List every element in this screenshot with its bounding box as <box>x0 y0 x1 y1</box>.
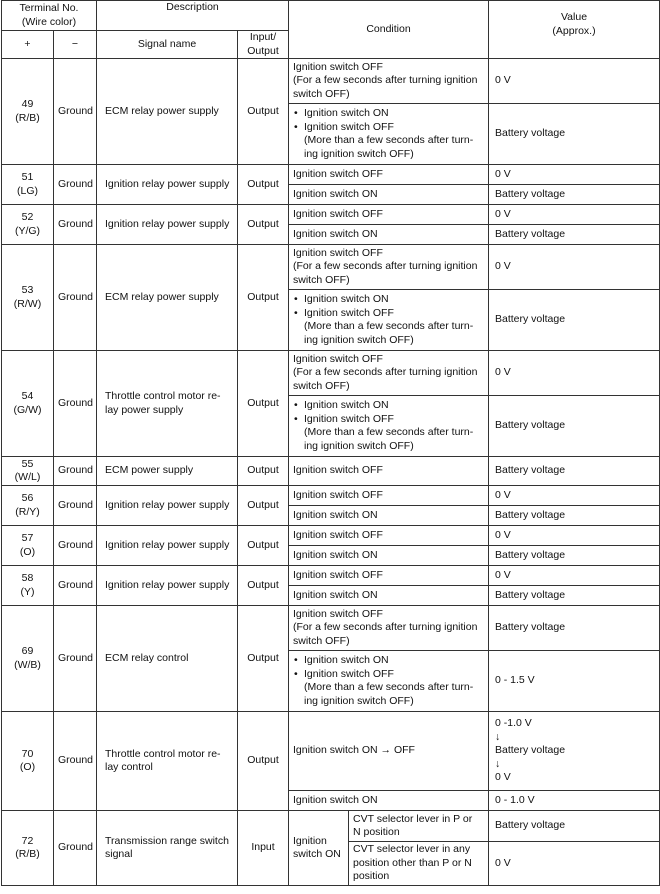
condition-cell <box>289 457 489 486</box>
wire-color: (R/Y) <box>15 505 40 518</box>
condition-line: ing ignition switch OFF) <box>304 694 414 707</box>
value-line: 0 -1.0 V <box>495 717 532 730</box>
signal-name-cell <box>97 486 238 526</box>
wire-color: (Y/G) <box>14 224 41 237</box>
terminal-cell <box>2 566 54 606</box>
signal-name-cell <box>97 245 238 351</box>
value-cell <box>489 526 660 546</box>
value-line: Battery voltage <box>495 313 566 326</box>
condition-bullet-item: • Ignition switch ON <box>293 293 484 307</box>
value-cell <box>489 290 660 351</box>
value-line: Battery voltage <box>495 227 566 240</box>
condition-note <box>293 320 484 347</box>
header-terminal-no-label: Terminal No. <box>19 2 79 14</box>
condition-cell <box>289 791 489 811</box>
terminal-number: 53 <box>21 284 34 296</box>
condition-cell <box>289 586 489 606</box>
condition-line: CVT selector lever in any <box>353 843 471 856</box>
terminal-number: 58 <box>21 572 34 584</box>
condition-cell <box>289 245 489 290</box>
condition-cell <box>289 225 489 245</box>
signal-name-line: lay power supply <box>105 403 184 416</box>
condition-bullet-item: • Ignition switch ON <box>293 107 484 121</box>
condition-line: N position <box>353 826 400 838</box>
condition-line: Ignition switch OFF <box>293 528 383 541</box>
table-body <box>2 59 660 886</box>
condition-bullet-list <box>293 654 484 681</box>
value-cell <box>489 486 660 506</box>
signal-name-cell <box>97 566 238 606</box>
header-description <box>97 1 289 31</box>
condition-line: (For a few seconds after turning ignition <box>293 621 478 634</box>
value-line: Battery voltage <box>495 464 566 477</box>
io-cell: Output <box>238 351 289 457</box>
condition-line: position other than P or N <box>353 856 472 869</box>
condition-line: Ignition switch ON <box>293 548 378 561</box>
ground-cell: Ground <box>54 811 97 886</box>
terminal-cell <box>2 606 54 712</box>
condition-cell <box>289 185 489 205</box>
header-io-line-1: Input/ <box>249 31 277 43</box>
wire-color: (R/W) <box>13 297 42 310</box>
value-cell <box>489 546 660 566</box>
value-cell <box>489 396 660 457</box>
condition-cell <box>289 104 489 165</box>
condition-line: Ignition switch ON <box>293 508 378 521</box>
header-value <box>489 1 660 59</box>
table-row <box>2 457 660 486</box>
terminal-cell <box>2 486 54 526</box>
terminal-cell <box>2 165 54 205</box>
signal-name-cell <box>97 606 238 712</box>
condition-group-line: switch ON <box>293 848 341 860</box>
io-cell: Output <box>238 245 289 351</box>
terminal-cell <box>2 245 54 351</box>
ground-cell: Ground <box>54 457 97 486</box>
condition-cell <box>289 396 489 457</box>
wire-color: (R/B) <box>15 848 40 860</box>
ground-cell: Ground <box>54 566 97 606</box>
signal-name-line: Ignition relay power supply <box>105 217 230 230</box>
io-cell: Output <box>238 712 289 811</box>
condition-line: Ignition switch ON <box>293 227 378 240</box>
condition-line: Ignition switch ON → OFF <box>293 744 415 757</box>
terminal-number: 70 <box>21 747 34 760</box>
condition-line: ing ignition switch OFF) <box>304 439 414 452</box>
value-line: Battery voltage <box>495 187 566 200</box>
condition-line: Ignition switch OFF <box>293 568 383 581</box>
header-terminal-no <box>2 1 97 31</box>
value-line: ↓ <box>495 730 501 743</box>
signal-name-line: Transmission range switch <box>105 834 229 847</box>
value-line: 0 V <box>495 488 511 501</box>
io-cell: Output <box>238 59 289 165</box>
value-line: Battery voltage <box>495 621 566 634</box>
table-row <box>2 351 660 396</box>
value-line: 0 V <box>495 260 511 273</box>
io-cell: Input <box>238 811 289 886</box>
terminal-number: 51 <box>21 171 34 183</box>
condition-bullet-item: • Ignition switch ON <box>293 654 484 668</box>
signal-name-line: ECM relay power supply <box>105 290 219 303</box>
value-line: Battery voltage <box>495 588 566 601</box>
header-value-label: Value <box>560 11 588 23</box>
condition-line: ing ignition switch OFF) <box>304 147 414 160</box>
condition-line: Ignition switch OFF <box>293 60 383 73</box>
signal-name-cell <box>97 205 238 245</box>
condition-cell <box>289 651 489 712</box>
condition-cell <box>289 59 489 104</box>
terminal-number: 54 <box>21 390 34 402</box>
signal-name-cell <box>97 526 238 566</box>
value-cell <box>489 457 660 486</box>
value-line: Battery voltage <box>495 819 566 832</box>
value-line: Battery voltage <box>495 508 566 521</box>
condition-line: (For a few seconds after turning ignition <box>293 74 478 87</box>
wire-color: (R/B) <box>15 111 40 124</box>
signal-name-cell <box>97 712 238 811</box>
value-cell <box>489 165 660 185</box>
table-row <box>2 811 660 842</box>
io-cell: Output <box>238 486 289 526</box>
io-cell: Output <box>238 165 289 205</box>
ground-cell: Ground <box>54 205 97 245</box>
signal-name-cell <box>97 165 238 205</box>
header-plus: + <box>2 31 54 59</box>
condition-line: switch OFF) <box>293 87 350 100</box>
io-cell: Output <box>238 526 289 566</box>
ground-cell: Ground <box>54 712 97 811</box>
ground-cell: Ground <box>54 59 97 165</box>
value-cell <box>489 185 660 205</box>
condition-line: (For a few seconds after turning ignition <box>293 366 478 379</box>
value-line: 0 V <box>495 366 511 379</box>
terminal-number: 52 <box>21 211 34 223</box>
ground-cell: Ground <box>54 351 97 457</box>
condition-note <box>293 681 484 708</box>
terminal-cell <box>2 205 54 245</box>
condition-line: Ignition switch OFF <box>293 207 383 220</box>
signal-name-line: Ignition relay power supply <box>105 538 230 551</box>
terminal-number: 72 <box>21 834 34 847</box>
value-cell <box>489 104 660 165</box>
condition-group-cell <box>289 811 349 886</box>
condition-bullet-item: • Ignition switch OFF <box>293 307 484 321</box>
condition-line: Ignition switch OFF <box>293 352 383 365</box>
header-wire-color-label: (Wire color) <box>21 15 77 28</box>
signal-name-cell <box>97 457 238 486</box>
table-row <box>2 566 660 586</box>
terminal-number: 49 <box>21 98 34 110</box>
condition-cell <box>349 842 489 886</box>
signal-name-line: Ignition relay power supply <box>105 498 230 511</box>
condition-bullet-list <box>293 107 484 134</box>
signal-name-line: Ignition relay power supply <box>105 578 230 591</box>
signal-name-line: Throttle control motor re- <box>105 747 221 760</box>
condition-line: position <box>353 870 390 883</box>
condition-line: (More than a few seconds after turn- <box>304 320 474 332</box>
ground-cell: Ground <box>54 245 97 351</box>
condition-line: Ignition switch OFF <box>293 488 383 501</box>
signal-name-cell <box>97 59 238 165</box>
terminal-cell <box>2 712 54 811</box>
value-cell <box>489 791 660 811</box>
table-row <box>2 712 660 791</box>
value-cell <box>489 606 660 651</box>
condition-line: CVT selector lever in P or <box>353 812 473 825</box>
signal-name-line: Ignition relay power supply <box>105 177 230 190</box>
condition-bullet-item: • Ignition switch OFF <box>293 413 484 427</box>
terminal-number: 69 <box>21 645 34 657</box>
signal-name-line: signal <box>105 848 133 860</box>
condition-line: ing ignition switch OFF) <box>304 333 414 346</box>
signal-name-line: Throttle control motor re- <box>105 390 221 402</box>
terminal-number: 57 <box>21 532 34 544</box>
condition-bullet-item: • Ignition switch OFF <box>293 668 484 682</box>
value-line: 0 V <box>495 528 511 541</box>
condition-line: Ignition switch OFF <box>293 607 383 620</box>
terminal-number: 56 <box>21 492 34 504</box>
condition-cell <box>349 811 489 842</box>
io-cell: Output <box>238 566 289 606</box>
condition-line: switch OFF) <box>293 273 350 286</box>
terminal-cell <box>2 457 54 486</box>
terminal-cell <box>2 811 54 886</box>
header-minus: − <box>54 31 97 59</box>
condition-line: (More than a few seconds after turn- <box>304 134 474 146</box>
condition-line: (More than a few seconds after turn- <box>304 426 474 438</box>
condition-line: Ignition switch ON <box>293 187 378 200</box>
signal-name-line: ECM relay control <box>105 651 189 664</box>
value-line: 0 V <box>495 207 511 220</box>
value-cell <box>489 351 660 396</box>
wire-color: (O) <box>19 761 36 773</box>
signal-name-cell <box>97 811 238 886</box>
value-cell <box>489 842 660 886</box>
condition-line: Ignition switch ON <box>293 588 378 601</box>
value-cell <box>489 566 660 586</box>
value-cell <box>489 205 660 225</box>
value-line: Battery voltage <box>495 127 566 140</box>
condition-cell <box>289 546 489 566</box>
wire-color: (W/B) <box>14 658 41 671</box>
table-row <box>2 486 660 506</box>
value-cell <box>489 245 660 290</box>
condition-line: (More than a few seconds after turn- <box>304 681 474 693</box>
ground-cell: Ground <box>54 526 97 566</box>
wire-color: (LG) <box>17 184 38 197</box>
table-row <box>2 606 660 651</box>
value-line: 0 V <box>495 856 511 869</box>
table-row <box>2 165 660 185</box>
ground-cell: Ground <box>54 486 97 526</box>
terminal-number: 55 <box>21 457 34 470</box>
condition-cell <box>289 506 489 526</box>
io-cell: Output <box>238 205 289 245</box>
ecm-terminal-table <box>1 0 660 886</box>
value-line: Battery voltage <box>495 419 566 432</box>
signal-name-line: ECM relay power supply <box>105 104 219 117</box>
condition-line: switch OFF) <box>293 379 350 392</box>
value-line: Battery voltage <box>495 548 566 561</box>
value-line: Battery voltage <box>495 744 566 757</box>
signal-name-line: ECM power supply <box>105 464 194 477</box>
table-row <box>2 59 660 104</box>
condition-line: switch OFF) <box>293 634 350 647</box>
condition-note <box>293 426 484 453</box>
condition-line: (For a few seconds after turning ignition <box>293 260 478 273</box>
terminal-cell <box>2 59 54 165</box>
signal-name-cell <box>97 351 238 457</box>
header-input-output <box>238 31 289 59</box>
value-cell <box>489 586 660 606</box>
value-line: 0 - 1.5 V <box>495 674 535 687</box>
header-approx-label: (Approx.) <box>552 24 596 37</box>
ground-cell: Ground <box>54 165 97 205</box>
value-cell <box>489 506 660 526</box>
condition-line: Ignition switch OFF <box>293 246 383 259</box>
value-cell <box>489 651 660 712</box>
value-line: 0 V <box>495 771 511 784</box>
wire-color: (Y) <box>20 585 35 598</box>
value-cell <box>489 712 660 791</box>
header-signal-name: Signal name <box>97 31 238 59</box>
value-cell <box>489 59 660 104</box>
value-line: 0 V <box>495 167 511 180</box>
value-cell <box>489 225 660 245</box>
signal-name-line: lay control <box>105 761 153 773</box>
condition-line: Ignition switch OFF <box>293 167 383 180</box>
table-row <box>2 526 660 546</box>
ground-cell: Ground <box>54 606 97 712</box>
table-row <box>2 245 660 290</box>
value-cell <box>489 811 660 842</box>
value-line: ↓ <box>495 757 501 770</box>
header-description-label: Description <box>166 1 219 13</box>
terminal-cell <box>2 526 54 566</box>
condition-cell <box>289 486 489 506</box>
header-io-line-2: Output <box>247 44 279 57</box>
condition-cell <box>289 205 489 225</box>
condition-cell <box>289 566 489 586</box>
header-condition: Condition <box>289 1 489 59</box>
condition-cell <box>289 351 489 396</box>
condition-cell <box>289 606 489 651</box>
condition-line: Ignition switch ON <box>293 793 378 806</box>
terminal-cell <box>2 351 54 457</box>
io-cell: Output <box>238 606 289 712</box>
condition-note <box>293 134 484 161</box>
value-line: 0 V <box>495 74 511 87</box>
value-line: 0 V <box>495 568 511 581</box>
condition-cell <box>289 712 489 791</box>
condition-bullet-item: • Ignition switch ON <box>293 399 484 413</box>
condition-bullet-item: • Ignition switch OFF <box>293 121 484 135</box>
wire-color: (G/W) <box>13 403 42 416</box>
condition-cell <box>289 526 489 546</box>
condition-group-line: Ignition <box>293 834 327 847</box>
condition-bullet-list <box>293 399 484 426</box>
wire-color: (W/L) <box>14 471 41 483</box>
condition-line: Ignition switch OFF <box>293 464 383 477</box>
table-row <box>2 205 660 225</box>
condition-cell <box>289 290 489 351</box>
value-line: 0 - 1.0 V <box>495 793 535 806</box>
condition-bullet-list <box>293 293 484 320</box>
io-cell: Output <box>238 457 289 486</box>
condition-cell <box>289 165 489 185</box>
wire-color: (O) <box>19 545 36 558</box>
